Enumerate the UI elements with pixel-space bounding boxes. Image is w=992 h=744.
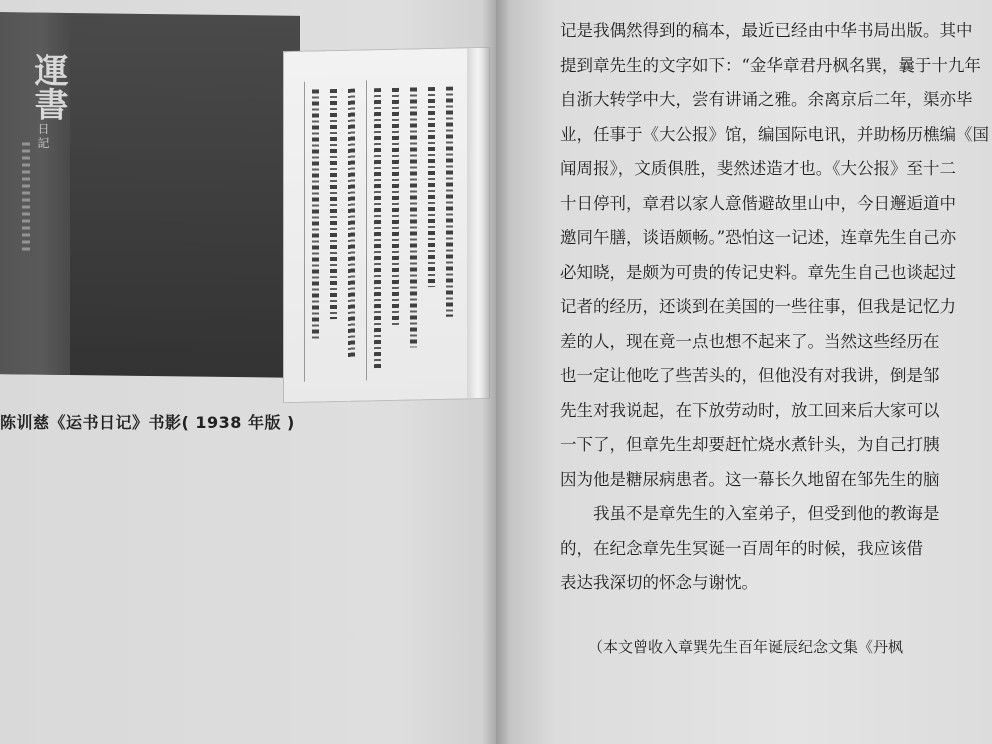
footnote: （本文曾收入章巽先生百年诞辰纪念文集《丹枫 bbox=[588, 638, 904, 656]
text-line: 我虽不是章先生的入室弟子，但受到他的教诲是 bbox=[593, 504, 940, 523]
text-line: 表达我深切的怀念与谢忱。 bbox=[560, 573, 758, 592]
text-line: 邀同午膳，谈语颇畅。”恐怕这一记述，连章先生自己亦 bbox=[560, 228, 957, 247]
manuscript-column bbox=[392, 88, 399, 328]
cover-handwriting bbox=[22, 142, 30, 252]
manuscript-column bbox=[312, 89, 319, 339]
figure-caption: 陈训慈《运书日记》书影( 1938 年版 ) bbox=[0, 413, 295, 432]
text-line: 十日停刊，章君以家人意偕避故里山中，今日邂逅道中 bbox=[560, 193, 956, 213]
cover-subtitle: 日記 bbox=[36, 122, 50, 151]
body-text bbox=[560, 14, 992, 601]
manuscript-page-photo bbox=[284, 48, 489, 402]
book-gutter bbox=[482, 0, 510, 744]
text-line: 也一定让他吃了些苦头的，但他没有对我讲，倒是邹 bbox=[560, 366, 940, 385]
manuscript-column bbox=[446, 87, 453, 317]
text-line: 业，任事于《大公报》馆，编国际电讯，并助杨历樵编《国 bbox=[560, 124, 989, 144]
text-line: 因为他是糖尿病患者。这一幕长久地留在邹先生的脑 bbox=[560, 469, 940, 489]
text-line: 自浙大转学中大，尝有讲诵之雅。余离京后二年，渠亦毕 bbox=[560, 90, 973, 109]
text-line: 一下了，但章先生却要赶忙烧水煮针头，为自己打胰 bbox=[560, 435, 940, 454]
text-line: 差的人，现在竟一点也想不起来了。当然这些经历在 bbox=[560, 331, 940, 351]
manuscript-rule bbox=[366, 80, 367, 380]
text-line: 记者的经历，还谈到在美国的一些往事，但我是记忆力 bbox=[560, 297, 956, 316]
manuscript-rule bbox=[304, 82, 305, 382]
text-line: 闻周报》，文质俱胜，斐然述造才也。《大公报》至十二 bbox=[560, 159, 956, 178]
manuscript-column bbox=[374, 88, 381, 368]
manuscript-column bbox=[410, 87, 417, 347]
text-line: 的，在纪念章先生冥诞一百周年的时候，我应该借 bbox=[560, 538, 923, 558]
text-line: 必知晓，是颇为可贵的传记史料。章先生自己也谈起过 bbox=[560, 262, 956, 282]
text-line: 记是我偶然得到的稿本，最近已经由中华书局出版。其中 bbox=[560, 21, 973, 40]
manuscript-column bbox=[330, 89, 337, 319]
book-cover-photo bbox=[0, 12, 300, 378]
text-line: 提到章先生的文字如下：“金华章君丹枫名巽，曩于十九年 bbox=[560, 55, 981, 75]
manuscript-column bbox=[348, 89, 355, 359]
manuscript-column bbox=[428, 87, 435, 287]
text-line: 先生对我说起，在下放劳动时，放工回来后大家可以 bbox=[560, 400, 940, 420]
cover-title: 運書 bbox=[28, 52, 68, 121]
